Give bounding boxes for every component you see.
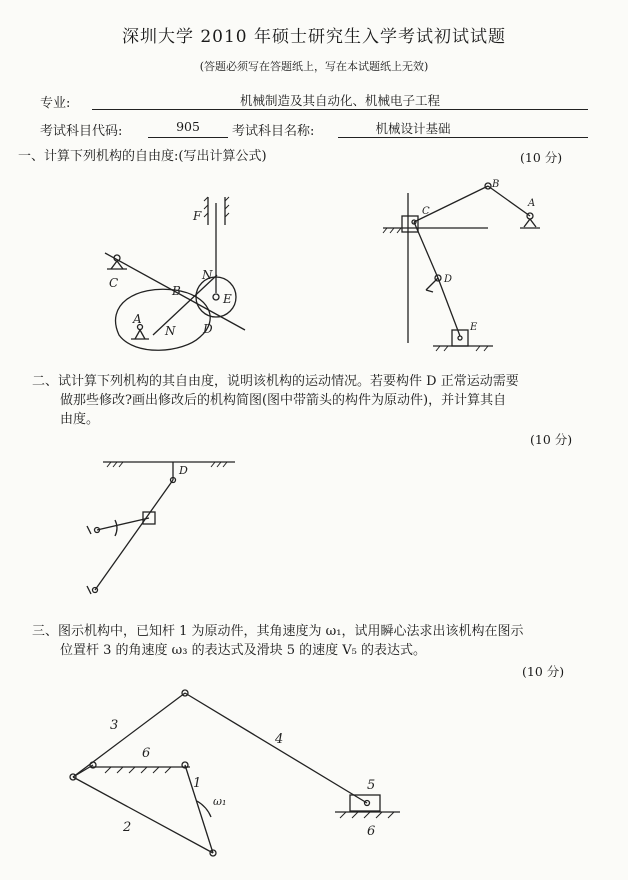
figure-1b [378, 178, 553, 363]
fig3-label-1: 1 [193, 776, 202, 791]
question-2-line3: 由度。 [60, 412, 100, 427]
major-underline [92, 109, 588, 110]
fig1a-label-B: B [172, 284, 181, 298]
exam-title: 深圳大学 2010 年硕士研究生入学考试初试试题 [121, 27, 507, 47]
fig1a-label-C: C [109, 276, 119, 290]
fig3-label-2: 2 [123, 820, 132, 835]
fig1a-label-N2: N [165, 324, 176, 338]
question-1-text: 一、计算下列机构的自由度:(写出计算公式) [18, 149, 267, 164]
question-3-line1: 三、图示机构中，已知杆 1 为原动件，其角速度为 ω₁，试用瞬心法求出该机构在图示 [32, 624, 524, 639]
question-2-score: (10 分) [530, 432, 573, 447]
fig3-label-4: 4 [275, 732, 284, 747]
code-value: 905 [176, 119, 200, 134]
fig3-label-6b: 6 [367, 824, 376, 839]
question-3-line2: 位置杆 3 的角速度 ω₃ 的表达式及滑块 5 的速度 V₅ 的表达式。 [60, 643, 427, 658]
fig1b-label-D: D [444, 274, 453, 285]
fig1b-label-E: E [470, 322, 478, 333]
fig1a-label-F: F [193, 209, 202, 223]
code-label: 考试科目代码: [40, 124, 123, 139]
figure-1a [95, 185, 265, 365]
subject-value: 机械设计基础 [375, 121, 451, 136]
fig1b-label-C: C [422, 206, 430, 217]
fig3-label-3: 3 [110, 718, 119, 733]
subject-underline [338, 137, 588, 138]
question-3-score: (10 分) [522, 664, 565, 679]
question-1-score: (10 分) [520, 150, 563, 165]
fig1a-label-N1: N [202, 268, 213, 282]
fig1a-label-D: D [203, 322, 213, 336]
code-underline [148, 137, 228, 138]
fig1a-label-A: A [133, 312, 142, 326]
fig1b-label-B: B [492, 179, 500, 190]
fig3-label-5: 5 [367, 778, 376, 793]
question-2-line2: 做那些修改?画出修改后的机构简图(图中带箭头的构件为原动件)，并计算其自 [60, 393, 507, 408]
fig3-label-omega1: ω₁ [213, 795, 227, 808]
fig3-label-6a: 6 [142, 746, 151, 761]
fig1b-label-A: A [528, 198, 536, 209]
figure-2 [85, 450, 245, 610]
subject-label: 考试科目名称: [232, 124, 315, 139]
major-label: 专业: [40, 96, 71, 111]
major-value: 机械制造及其自动化、机械电子工程 [239, 93, 440, 108]
fig2-label-D: D [179, 464, 188, 477]
figure-3 [65, 685, 405, 860]
fig1a-label-E: E [223, 292, 232, 306]
answer-note: (答题必须写在答题纸上，写在本试题纸上无效) [199, 60, 429, 73]
question-2-line1: 二、试计算下列机构的其自由度，说明该机构的运动情况。若要构件 D 正常运动需要 [32, 374, 519, 389]
